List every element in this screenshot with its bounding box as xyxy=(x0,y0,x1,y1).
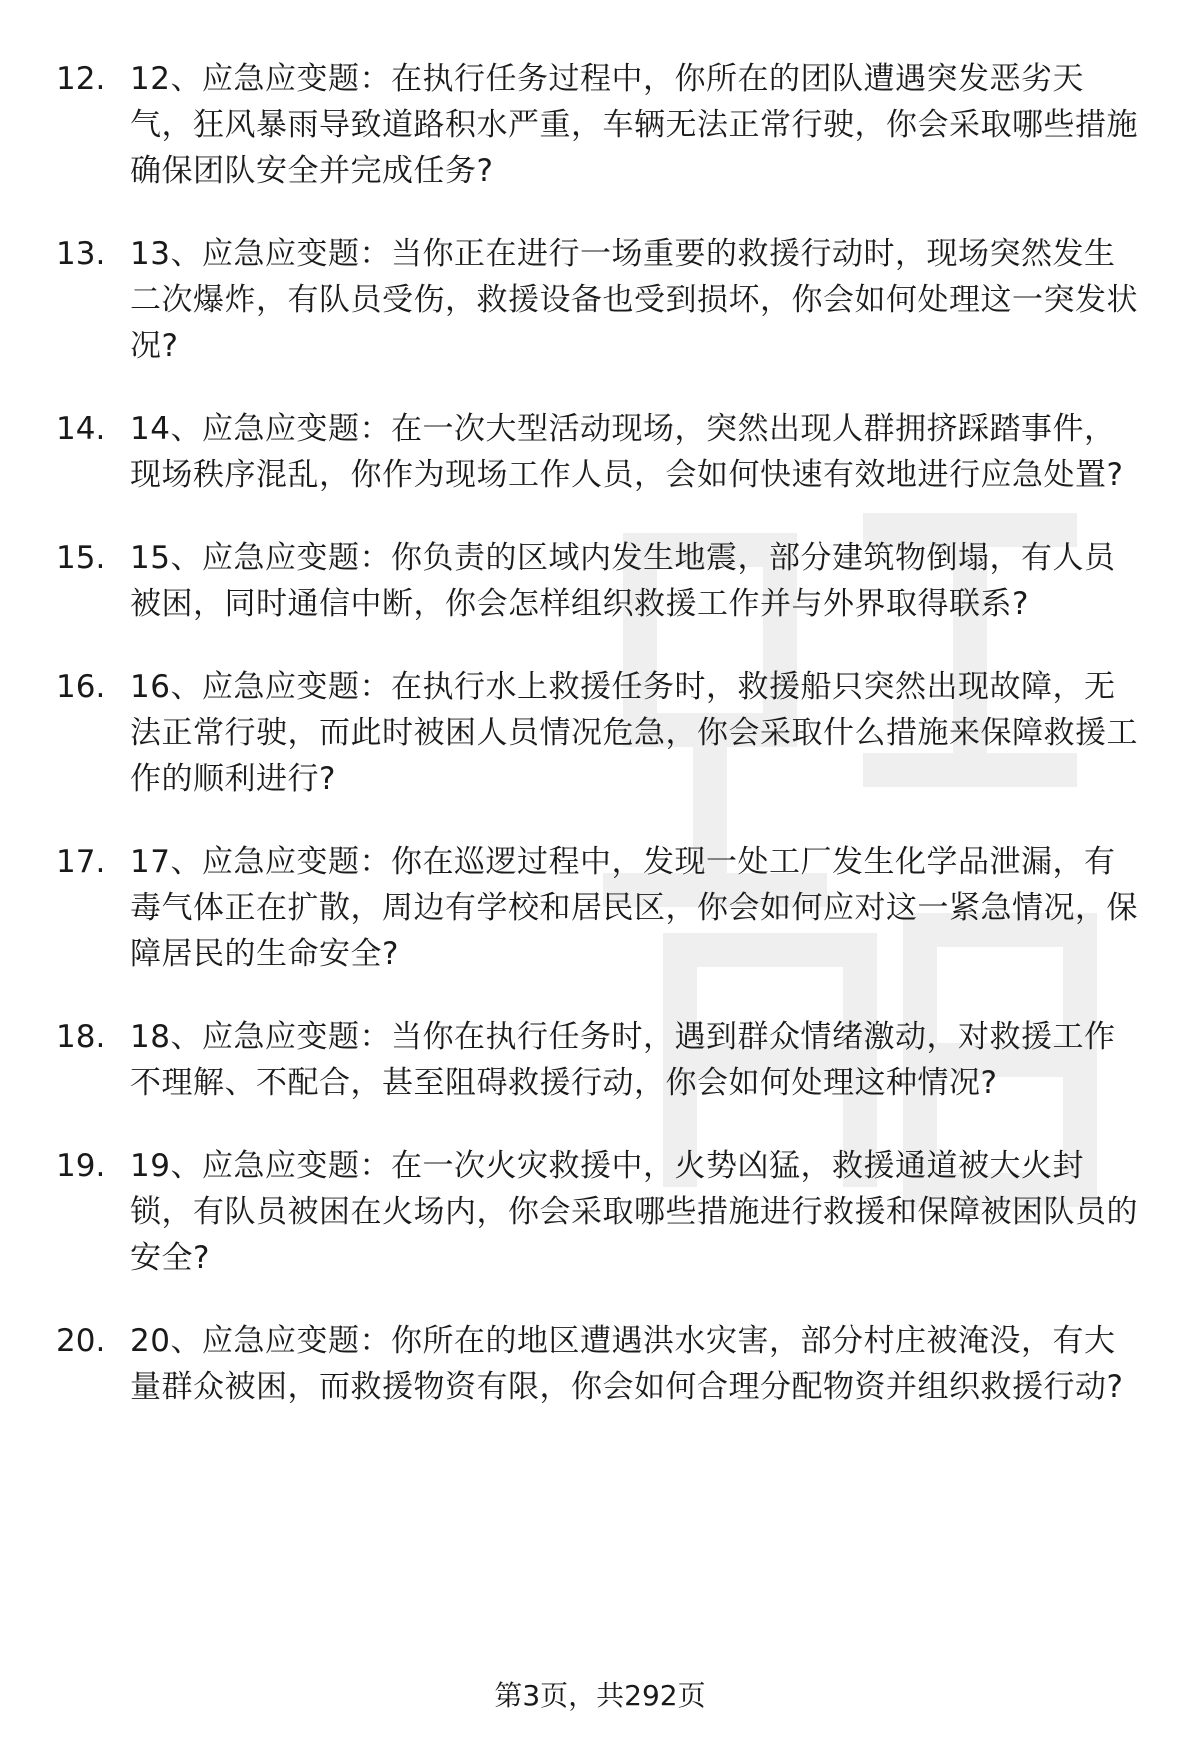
question-item-19 xyxy=(56,1143,1146,1281)
question-item-12 xyxy=(56,56,1146,194)
question-number: 12. xyxy=(56,61,106,97)
question-item-16 xyxy=(56,664,1146,802)
question-item-20 xyxy=(56,1318,1146,1410)
question-number: 20. xyxy=(56,1323,106,1359)
question-text: 14、应急应变题：在一次大型活动现场，突然出现人群拥挤踩踏事件，现场秩序混乱，你作为现场工作人员，会如何快速有效地进行应急处置? xyxy=(130,411,1124,493)
question-number: 16. xyxy=(56,669,106,705)
question-item-14 xyxy=(56,406,1146,498)
question-item-13 xyxy=(56,231,1146,369)
question-text: 20、应急应变题：你所在的地区遭遇洪水灾害，部分村庄被淹没，有大量群众被困，而救援物资有限，你会如何合理分配物资并组织救援行动? xyxy=(130,1323,1124,1405)
question-text: 18、应急应变题：当你在执行任务时，遇到群众情绪激动，对救援工作不理解、不配合，甚至阻碍救援行动，你会如何处理这种情况? xyxy=(130,1019,1116,1101)
question-number: 15. xyxy=(56,540,106,576)
question-text: 13、应急应变题：当你正在进行一场重要的救援行动时，现场突然发生二次爆炸，有队员受伤，救援设备也受到损坏，你会如何处理这一突发状况? xyxy=(130,236,1138,364)
question-number: 18. xyxy=(56,1019,106,1055)
question-item-15 xyxy=(56,535,1146,627)
question-number: 14. xyxy=(56,411,106,447)
question-list xyxy=(56,56,1146,1447)
question-item-17 xyxy=(56,839,1146,977)
question-text: 12、应急应变题：在执行任务过程中，你所在的团队遭遇突发恶劣天气，狂风暴雨导致道路积水严重，车辆无法正常行驶，你会采取哪些措施确保团队安全并完成任务? xyxy=(130,61,1138,189)
question-text: 16、应急应变题：在执行水上救援任务时，救援船只突然出现故障，无法正常行驶，而此时被困人员情况危急，你会采取什么措施来保障救援工作的顺利进行? xyxy=(130,669,1138,797)
question-number: 13. xyxy=(56,236,106,272)
question-item-18 xyxy=(56,1014,1146,1106)
question-text: 19、应急应变题：在一次火灾救援中，火势凶猛，救援通道被大火封锁，有队员被困在火场内，你会采取哪些措施进行救援和保障被困队员的安全? xyxy=(130,1148,1138,1276)
question-number: 17. xyxy=(56,844,106,880)
question-number: 19. xyxy=(56,1148,106,1184)
question-text: 17、应急应变题：你在巡逻过程中，发现一处工厂发生化学品泄漏，有毒气体正在扩散，周边有学校和居民区，你会如何应对这一紧急情况，保障居民的生命安全? xyxy=(130,844,1138,972)
page-footer: 第3页，共292页 xyxy=(494,1679,706,1712)
question-text: 15、应急应变题：你负责的区域内发生地震，部分建筑物倒塌，有人员被困，同时通信中断，你会怎样组织救援工作并与外界取得联系? xyxy=(130,540,1116,622)
